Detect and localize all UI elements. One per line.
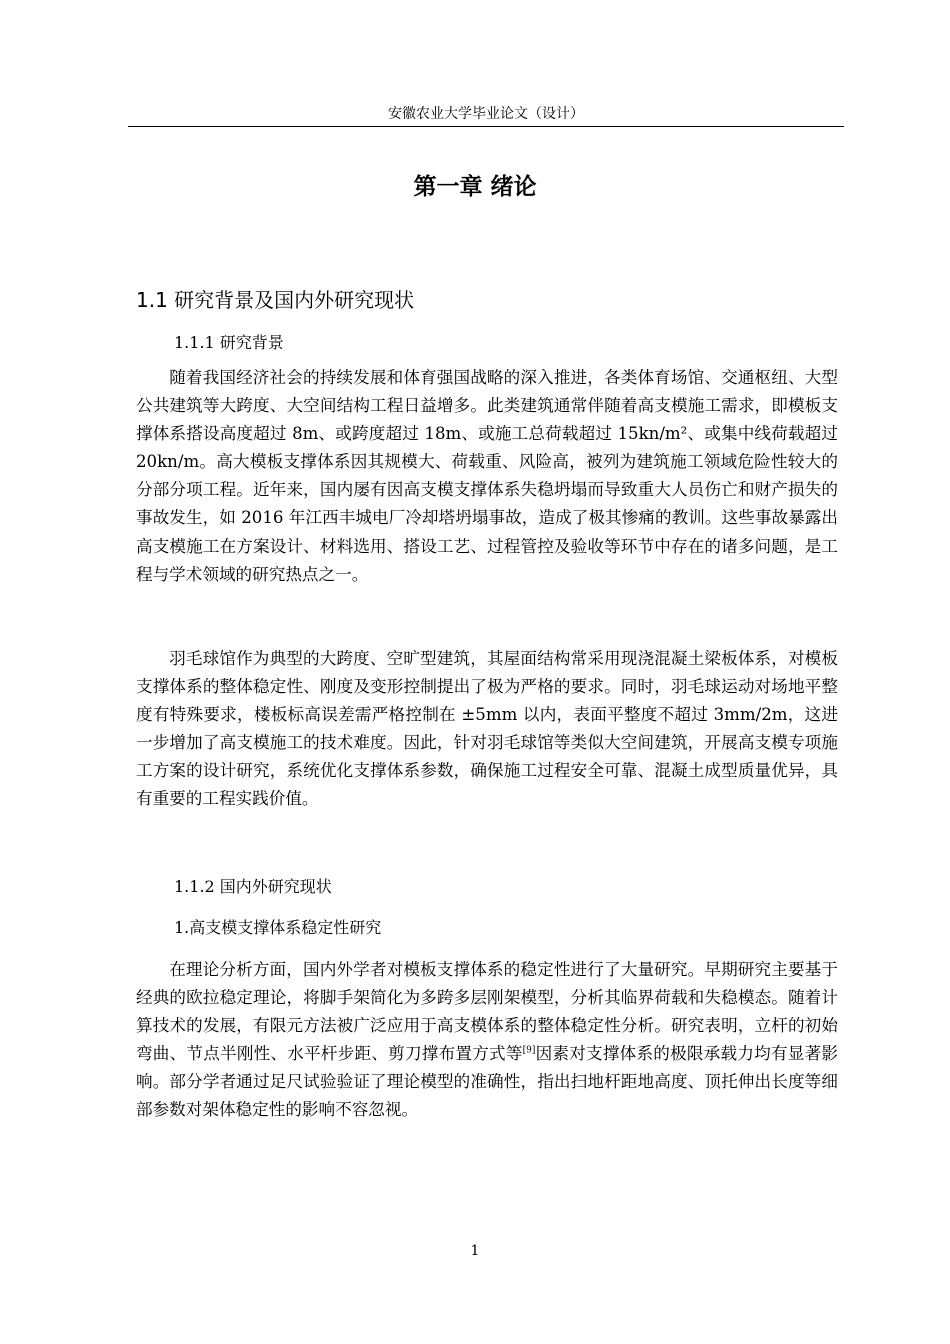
page-header: 安徽农业大学毕业论文（设计） [128, 104, 844, 127]
chapter-title: 第一章 绪论 [413, 174, 537, 200]
paragraph-stability-research [136, 956, 838, 1125]
subsection-heading-research-status: 1.1.2 国内外研究现状 [174, 877, 332, 896]
subsection-item-stability: 1.高支模支撑体系稳定性研究 [174, 918, 382, 937]
paragraph-text-part2: 因素对支撑体系的极限承载力均有显著影响。部分学者通过足尺试验验证了理论模型的准确性，指出扫地杆距地高度、顶托伸出长度等细部参数对架体稳定性的影响不容忽视。 [136, 1044, 839, 1120]
citation-reference[interactable]: [9] [522, 1045, 536, 1056]
section-title: 1.1 研究背景及国内外研究现状 [136, 288, 415, 312]
paragraph-background: 随着我国经济社会的持续发展和体育强国战略的深入推进，各类体育场馆、交通枢纽、大型公共建筑等大跨度、大空间结构工程日益增多。此类建筑通常伴随着高支模施工需求，即模板支撑体系搭设高度超过 8m、或跨度超过 18m、或施工总荷载超过 15kn/m²、或集中线荷载超过 20kn/m。高大模板支撑体系因其规模大、荷载重、风险高，被列为建筑施工领域危险性较大的分部分项工程。近年来，国内屡有因高支模支撑体系失稳坍塌而导致重大人员伤亡和财产损失的事故发生，如 2016 年江西丰城电厂冷却塔坍塌事故，造成了极其惨痛的教训。这些事故暴露出高支模施工在方案设计、材料选用、搭设工艺、过程管控及验收等环节中存在的诸多问题，是工程与学术领域的研究热点之一。 [136, 368, 838, 584]
page-number: 1 [470, 1243, 480, 1259]
subsection-heading-background: 1.1.1 研究背景 [174, 333, 284, 352]
paragraph-text-part1: 在理论分析方面，国内外学者对模板支撑体系的稳定性进行了大量研究。早期研究主要基于经典的欧拉稳定理论，将脚手架简化为多跨多层刚架模型，分析其临界荷载和失稳模态。随着计算技术的发展，有限元方法被广泛应用于高支模体系的整体稳定性分析。研究表明，立杆的初始弯曲、节点半刚性、水平杆步距、剪刀撑布置方式等 [136, 960, 838, 1064]
paragraph-badminton-hall: 羽毛球馆作为典型的大跨度、空旷型建筑，其屋面结构常采用现浇混凝土梁板体系，对模板支撑体系的整体稳定性、刚度及变形控制提出了极为严格的要求。同时，羽毛球运动对场地平整度有特殊要求，楼板标高误差需严格控制在 ±5mm 以内，表面平整度不超过 3mm/2m，这进一步增加了高支模施工的技术难度。因此，针对羽毛球馆等类似大空间建筑，开展高支模专项施工方案的设计研究，系统优化支撑体系参数，确保施工过程安全可靠、混凝土成型质量优异，具有重要的工程实践价值。 [136, 649, 838, 809]
